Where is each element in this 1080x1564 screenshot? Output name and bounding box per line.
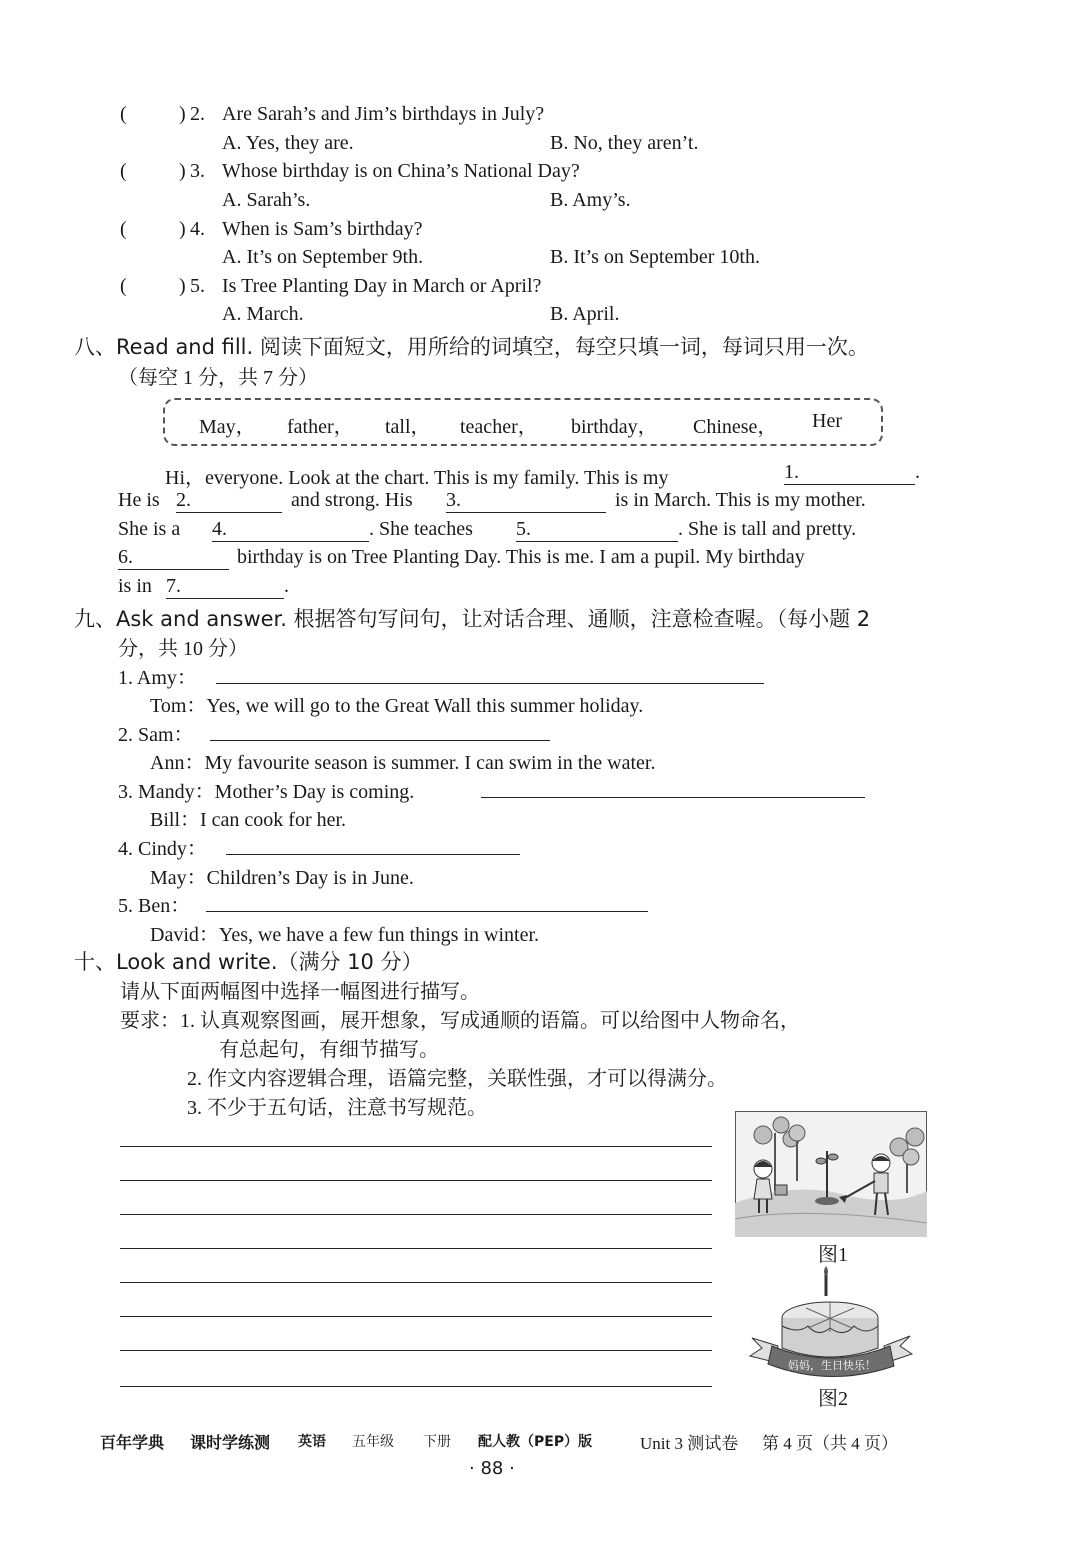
fill-blank-5[interactable]: 5.	[516, 518, 678, 542]
question-number: 3.	[190, 160, 205, 182]
question-text: Are Sarah’s and Jim’s birthdays in July?	[222, 103, 545, 125]
tree-planting-picture	[735, 1111, 927, 1237]
passage-text: . She is tall and pretty.	[678, 518, 857, 540]
answer-line[interactable]	[226, 854, 520, 855]
word-bank-item: father，	[287, 416, 354, 438]
word-bank-item: tall，	[385, 416, 431, 438]
section-9-title-cont: 分，共 10 分）	[118, 638, 248, 660]
writing-line[interactable]	[120, 1146, 712, 1147]
footer-unit: Unit 3 测试卷	[640, 1434, 739, 1453]
dialog-answer: May：Children’s Day is in June.	[150, 867, 414, 889]
section-8-title: 八、Read and fill. 阅读下面短文，用所给的词填空，每空只填一词，每词只用一次。	[74, 335, 869, 359]
fill-blank-6[interactable]: 6.	[118, 546, 229, 570]
option-b: B. It’s on September 10th.	[550, 246, 760, 268]
passage-text: and strong. His	[291, 489, 413, 511]
answer-line[interactable]	[210, 740, 550, 741]
fill-blank-1[interactable]: 1.	[784, 461, 915, 485]
requirement-2: 2. 作文内容逻辑合理，语篇完整，关联性强，才可以得满分。	[187, 1068, 727, 1090]
answer-line[interactable]	[206, 911, 648, 912]
dialog-answer: Tom：Yes, we will go to the Great Wall this summer holiday.	[150, 695, 644, 717]
writing-line[interactable]	[120, 1316, 712, 1317]
figure-2-caption: 图2	[818, 1388, 848, 1410]
passage-text: . She teaches	[369, 518, 473, 540]
footer-grade: 五年级	[352, 1434, 394, 1450]
option-b: B. April.	[550, 303, 620, 325]
footer-volume: 下册	[423, 1434, 451, 1450]
passage-text: .	[915, 461, 920, 483]
word-bank-item: Her	[812, 410, 842, 432]
fill-blank-7[interactable]: 7.	[166, 575, 284, 599]
question-text: When is Sam’s birthday?	[222, 218, 423, 240]
section-8-score: （每空 1 分，共 7 分）	[118, 367, 318, 389]
footer-series: 课时学练测	[190, 1433, 271, 1452]
requirement-1-cont: 有总起句，有细节描写。	[219, 1039, 439, 1061]
dialog-answer: David：Yes, we have a few fun things in winter.	[150, 924, 540, 946]
requirement-3: 3. 不少于五句话，注意书写规范。	[187, 1097, 487, 1119]
answer-paren-close: )	[179, 160, 186, 182]
dialog-answer: Ann：My favourite season is summer. I can swim in the water.	[150, 752, 656, 774]
passage-text: .	[284, 575, 289, 597]
passage-text: is in March. This is my mother.	[615, 489, 866, 511]
question-prompt: 3. Mandy：Mother’s Day is coming.	[118, 781, 415, 803]
footer-brand: 百年学典	[100, 1433, 165, 1452]
figure-1-caption: 图1	[818, 1244, 848, 1266]
answer-line[interactable]	[481, 797, 865, 798]
passage-text: She is a	[118, 518, 181, 540]
section-10-intro: 请从下面两幅图中选择一幅图进行描写。	[120, 981, 480, 1003]
question-number: 4.	[190, 218, 205, 240]
question-prompt: 1. Amy：	[118, 667, 197, 689]
answer-paren-open[interactable]: (	[120, 103, 127, 125]
writing-line[interactable]	[120, 1180, 712, 1181]
answer-paren-close: )	[179, 218, 186, 240]
question-prompt: 5. Ben：	[118, 895, 191, 917]
dialog-answer: Bill：I can cook for her.	[150, 809, 347, 831]
cake-banner-text: 妈妈，生日快乐！	[788, 1359, 876, 1372]
option-a: A. Yes, they are.	[222, 132, 354, 154]
writing-line[interactable]	[120, 1248, 712, 1249]
passage-text: He is	[118, 489, 160, 511]
fill-blank-2[interactable]: 2.	[176, 489, 282, 513]
passage-text: is in	[118, 575, 152, 597]
birthday-cake-picture	[748, 1266, 914, 1380]
fill-blank-3[interactable]: 3.	[446, 489, 606, 513]
footer-edition: 配人教（PEP）版	[478, 1434, 593, 1450]
word-bank-item: Chinese，	[693, 416, 778, 438]
word-bank-item: teacher，	[460, 416, 538, 438]
word-bank-item: May，	[199, 416, 256, 438]
writing-line[interactable]	[120, 1386, 712, 1387]
question-text: Whose birthday is on China’s National Day?	[222, 160, 580, 182]
page-number: · 88 ·	[469, 1458, 515, 1479]
answer-paren-close: )	[179, 103, 186, 125]
option-a: A. It’s on September 9th.	[222, 246, 424, 268]
writing-line[interactable]	[120, 1214, 712, 1215]
writing-line[interactable]	[120, 1282, 712, 1283]
question-number: 2.	[190, 103, 205, 125]
fill-blank-4[interactable]: 4.	[212, 518, 369, 542]
option-a: A. Sarah’s.	[222, 189, 311, 211]
passage-text: birthday is on Tree Planting Day. This is me. I am a pupil. My birthday	[237, 546, 805, 568]
writing-line[interactable]	[120, 1350, 712, 1351]
requirement-1: 要求：1. 认真观察图画，展开想象，写成通顺的语篇。可以给图中人物命名，	[120, 1010, 800, 1032]
footer-subject: 英语	[298, 1434, 326, 1450]
answer-paren-open[interactable]: (	[120, 160, 127, 182]
question-prompt: 2. Sam：	[118, 724, 194, 746]
answer-paren-open[interactable]: (	[120, 218, 127, 240]
footer-page-info: 第 4 页（共 4 页）	[762, 1434, 898, 1453]
question-number: 5.	[190, 275, 205, 297]
option-a: A. March.	[222, 303, 304, 325]
section-10-title: 十、Look and write.（满分 10 分）	[74, 950, 423, 974]
section-9-title: 九、Ask and answer. 根据答句写问句，让对话合理、通顺，注意检查喔。（每小题 2	[74, 607, 871, 631]
answer-paren-open[interactable]: (	[120, 275, 127, 297]
word-bank-item: birthday，	[571, 416, 658, 438]
question-text: Is Tree Planting Day in March or April?	[222, 275, 542, 297]
option-b: B. No, they aren’t.	[550, 132, 699, 154]
answer-paren-close: )	[179, 275, 186, 297]
passage-text: Hi，everyone. Look at the chart. This is my family. This is my	[165, 467, 669, 489]
answer-line[interactable]	[216, 683, 764, 684]
question-prompt: 4. Cindy：	[118, 838, 207, 860]
option-b: B. Amy’s.	[550, 189, 631, 211]
